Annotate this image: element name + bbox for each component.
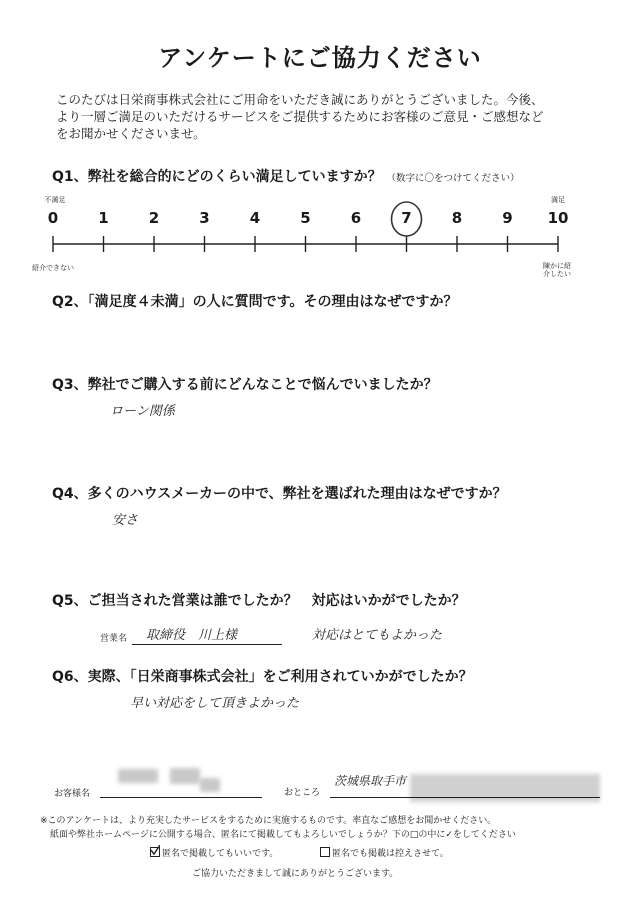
sales-answer[interactable]: 取締役 川上様 [146,628,238,643]
page-title: アンケートにご協力ください [158,44,482,72]
q3-label: Q3、弊社でご購入する前にどんなことで悩んでいましたか？ [52,377,438,393]
q6-label: Q6、実際、「日栄商事株式会社」をご利用されていかがでしたか？ [52,669,473,685]
address-label: おところ [284,788,321,798]
q2-label: Q2、「満足度４未満」の人に質問です。その理由はなぜですか？ [52,294,458,310]
q2-answer-area[interactable] [90,318,550,366]
address-answer[interactable]: 茨城県取手市 [334,774,407,788]
scale-bottom-left: 紹介できない [32,264,74,272]
scale-number[interactable]: 6 [350,209,362,227]
scale-number[interactable]: 4 [249,209,261,227]
q6-answer[interactable]: 早い対応をして頂きよかった [130,696,300,711]
scale-number[interactable]: 10 [547,209,569,227]
scale-number[interactable]: 8 [451,209,463,227]
sales-underline [132,644,282,645]
scale-bottom-right: 陳かに紹介したい [543,262,571,278]
scale-number[interactable]: 5 [300,209,311,227]
q3-answer[interactable]: ローン関係 [110,404,175,419]
checkbox-icon[interactable] [320,847,330,857]
q4-label: Q4、多くのハウスメーカーの中で、弊社を選ばれた理由はなぜですか？ [52,486,507,502]
customer-name-label: お客様名 [54,789,91,799]
sales-label: 営業名 [100,634,128,644]
q1-note: （数字に〇をつけてください） [386,173,520,184]
selected-circle [392,202,422,236]
response-answer[interactable]: 対応はとてもよかった [312,628,443,643]
q1-text: Q1、弊社を総合的にどのくらい満足していますか？ [52,169,382,185]
footer-note [40,814,620,842]
scale-number[interactable]: 7 [401,209,412,227]
scale-top-right: 満足 [551,196,565,204]
option-ok-label: 匿名で掲載してもいいです。 [162,849,279,859]
scale-number[interactable]: 1 [98,209,109,227]
q5-label: Q5、ご担当された営業は誰でしたか？ 対応はいかがでしたか？ [52,593,466,609]
checkbox-checked-icon[interactable] [150,847,160,857]
scale-number[interactable]: 3 [199,209,210,227]
intro-line: このたびは日栄商事株式会社にご用命をいただき誠にありがとうございました。今後、 [56,92,544,107]
scale-number[interactable]: 0 [47,209,59,227]
option-ok[interactable] [150,847,278,861]
scale-top-left: 不満足 [44,196,66,204]
thanks-text: ご協力いただきまして誠にありがとうございます。 [192,869,399,879]
option-ng-label: 匿名でも掲載は控えさせて。 [332,849,449,859]
intro-line: より一層ご満足のいただけるサービスをご提供するためにお客様のご意見・ご感想など [56,109,544,124]
customer-name-line [100,797,262,798]
footer-line2: 紙面や弊社ホームページに公開する場合、匿名にて掲載してもよろしいでしょうか？下の□の中に✓をしてください [50,830,516,840]
scale-number[interactable]: 9 [502,209,513,227]
option-ng[interactable] [320,847,449,861]
redacted-name [118,769,158,783]
intro-line: をお聞かせくださいませ。 [56,126,206,141]
q4-answer[interactable]: 安さ [112,513,139,528]
address-line [330,797,600,798]
redacted-name [200,778,220,792]
footer-line1: ※このアンケートは、より充実したサービスをするために実施するものです。率直なご感想をお聞かせください。 [40,816,497,826]
redacted-name [170,768,200,784]
checkmark-icon [150,845,160,855]
scale-number[interactable]: 2 [148,209,160,227]
